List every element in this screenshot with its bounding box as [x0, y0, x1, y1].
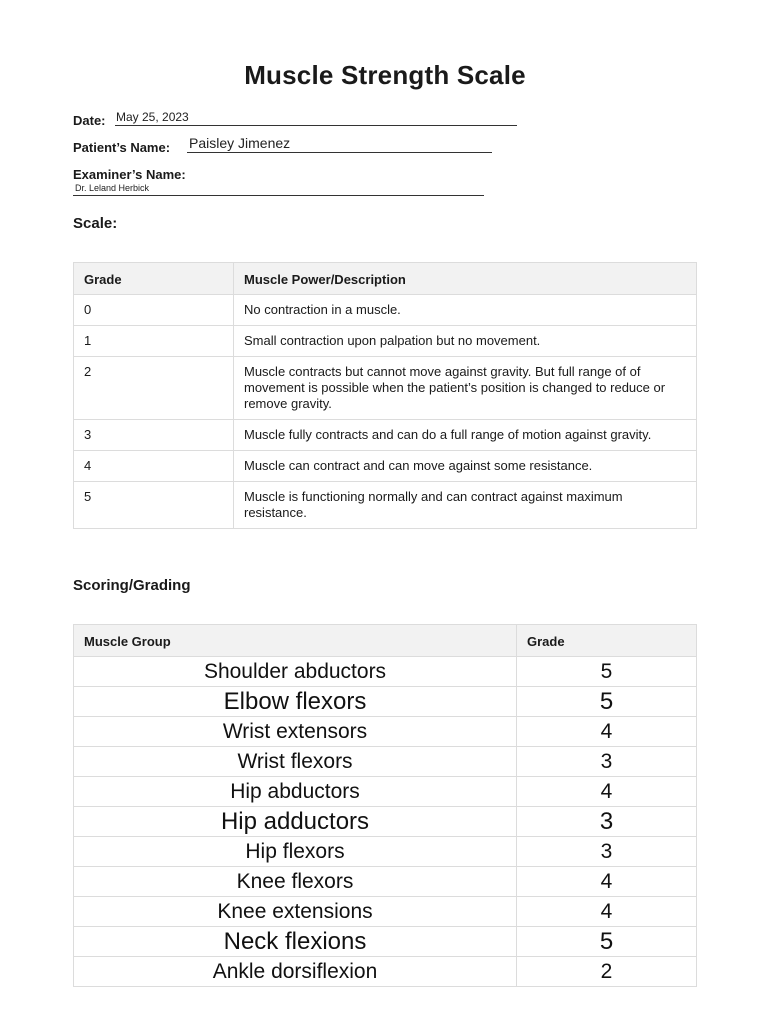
scale-description: Muscle is functioning normally and can contract against maximum resistance.: [234, 482, 697, 529]
grade-cell[interactable]: 5: [517, 687, 697, 717]
table-row: [74, 897, 697, 927]
muscle-group-cell[interactable]: Shoulder abductors: [74, 657, 517, 687]
table-row: [74, 451, 697, 482]
table-row: [74, 807, 697, 837]
muscle-group-cell[interactable]: Knee extensions: [74, 897, 517, 927]
scoring-header-muscle-group: Muscle Group: [74, 625, 517, 657]
scoring-header-grade: Grade: [517, 625, 697, 657]
table-row: [74, 717, 697, 747]
examiner-name-underline: [73, 195, 484, 196]
muscle-group-cell[interactable]: Hip flexors: [74, 837, 517, 867]
grade-cell[interactable]: 4: [517, 717, 697, 747]
table-row: [74, 837, 697, 867]
table-row: [74, 867, 697, 897]
muscle-group-cell[interactable]: Elbow flexors: [74, 687, 517, 717]
scale-grade: 1: [74, 326, 234, 357]
muscle-group-cell[interactable]: Hip abductors: [74, 777, 517, 807]
grade-cell[interactable]: 4: [517, 867, 697, 897]
scale-grade: 4: [74, 451, 234, 482]
examiner-name-field[interactable]: Dr. Leland Herbick: [75, 183, 150, 193]
table-row: [74, 295, 697, 326]
page-title: Muscle Strength Scale: [244, 60, 526, 90]
grade-cell[interactable]: 3: [517, 807, 697, 837]
scale-description: Small contraction upon palpation but no movement.: [234, 326, 697, 357]
grade-cell[interactable]: 3: [517, 747, 697, 777]
scoring-table: [73, 624, 697, 987]
scale-grade: 3: [74, 420, 234, 451]
patient-name-label: Patient’s Name:: [73, 140, 171, 155]
table-row: [74, 482, 697, 529]
examiner-name-label: Examiner’s Name:: [73, 167, 186, 182]
patient-name-field[interactable]: Paisley Jimenez: [189, 135, 291, 151]
date-field[interactable]: May 25, 2023: [116, 110, 189, 124]
grade-cell[interactable]: 4: [517, 777, 697, 807]
table-row: [74, 747, 697, 777]
muscle-group-cell[interactable]: Neck flexions: [74, 927, 517, 957]
muscle-group-cell[interactable]: Ankle dorsiflexion: [74, 957, 517, 987]
grade-cell[interactable]: 3: [517, 837, 697, 867]
scale-header-description: Muscle Power/Description: [234, 263, 697, 295]
muscle-group-cell[interactable]: Hip adductors: [74, 807, 517, 837]
muscle-group-cell[interactable]: Wrist flexors: [74, 747, 517, 777]
table-row: [74, 927, 697, 957]
scoring-heading: Scoring/Grading: [73, 577, 191, 594]
scale-description: Muscle fully contracts and can do a full range of motion against gravity.: [234, 420, 697, 451]
scale-grade: 5: [74, 482, 234, 529]
scoring-header-row: [74, 625, 697, 657]
scale-description: Muscle can contract and can move against some resistance.: [234, 451, 697, 482]
date-label: Date:: [73, 113, 106, 128]
grade-cell[interactable]: 4: [517, 897, 697, 927]
grade-cell[interactable]: 5: [517, 657, 697, 687]
table-row: [74, 687, 697, 717]
grade-cell[interactable]: 2: [517, 957, 697, 987]
scale-heading: Scale:: [73, 215, 118, 232]
patient-name-underline: [187, 152, 492, 153]
table-row: [74, 777, 697, 807]
date-underline: [115, 125, 517, 126]
scale-grade: 0: [74, 295, 234, 326]
muscle-group-cell[interactable]: Wrist extensors: [74, 717, 517, 747]
scale-description: No contraction in a muscle.: [234, 295, 697, 326]
scale-header-grade: Grade: [74, 263, 234, 295]
table-row: [74, 420, 697, 451]
scale-grade: 2: [74, 357, 234, 420]
table-row: [74, 957, 697, 987]
grade-cell[interactable]: 5: [517, 927, 697, 957]
table-row: [74, 357, 697, 420]
table-row: [74, 657, 697, 687]
table-row: [74, 326, 697, 357]
scale-description: Muscle contracts but cannot move against gravity. But full range of of movement is possible when the patient’s position is changed to reduce or remove gravity.: [234, 357, 697, 420]
scale-header-row: [74, 263, 697, 295]
muscle-group-cell[interactable]: Knee flexors: [74, 867, 517, 897]
scale-table: [73, 262, 697, 529]
